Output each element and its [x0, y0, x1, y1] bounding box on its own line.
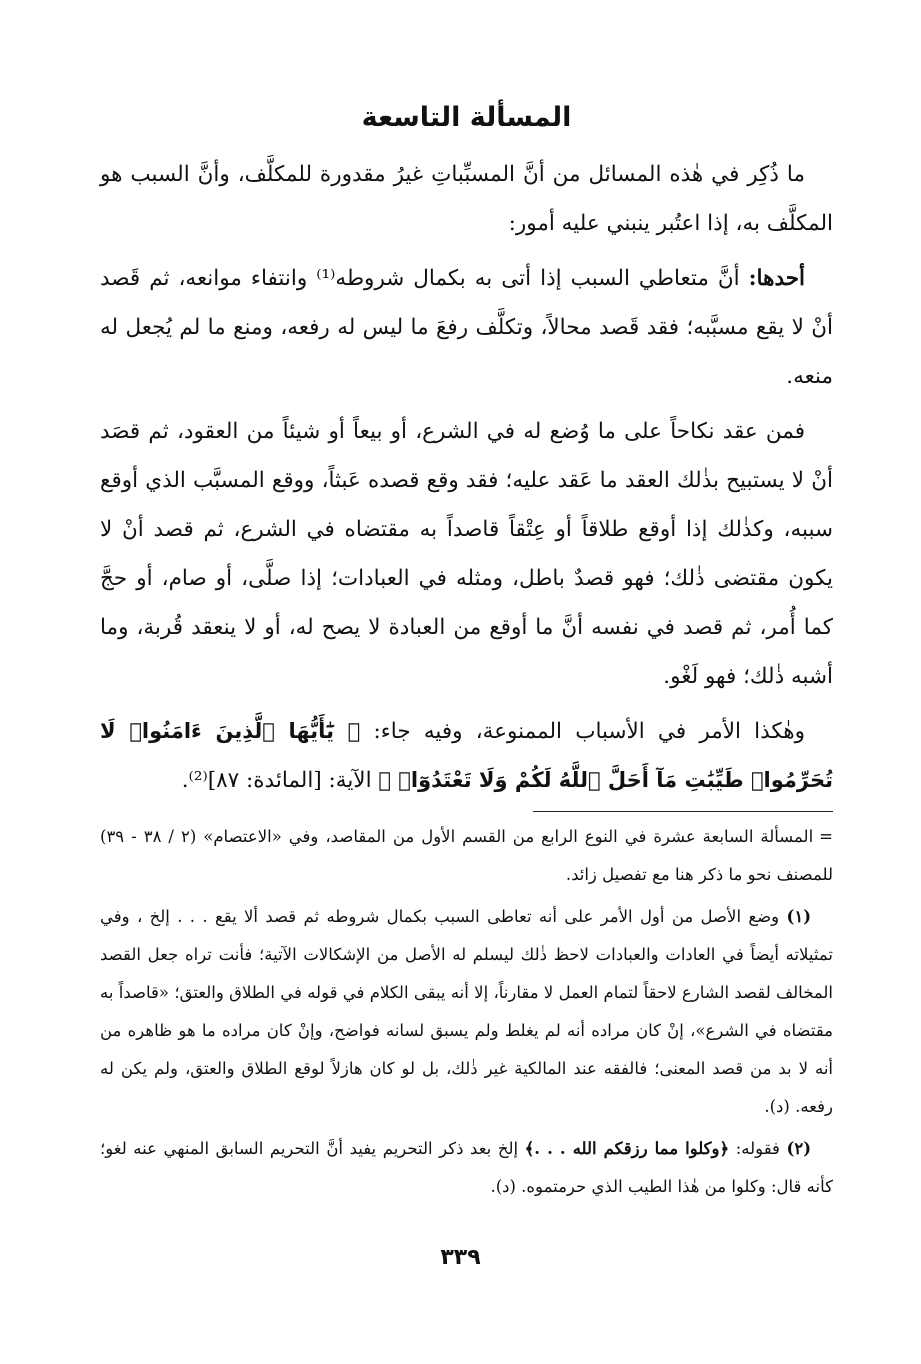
- paragraph-2-lead: أحدها:: [748, 266, 805, 291]
- footnotes: [100, 818, 833, 1206]
- footnote-1-text: وضع الأصل من أول الأمر على أنه تعاطى السبب بكمال شروطه ثم قصد ألا يقع . . . إلخ ، وفي تمثيلاته أيضاً في العادات والعبادات لاحظ ذٰلك ليسلم له الأصل من الإشكالات الآتية؛ فأنت تراه جعل القصد المخالف لقصد الشارع لاحقاً لتمام العمل لا مقارناً، إلا أنه يبقى الكلام في قوله في الطلاق والعتق؛ «قاصداً به مقتضاه في الشرع»، إنْ كان مراده أنه لم يغلط ولم يسبق لسانه فواضح، وإنْ كان مراده ما هو ظاهره من أنه لا بد من قصد المعنى؛ فالفقه عند المالكية غير ذٰلك، بل لو كان هازلاً لوقع الطلاق والعتق، ولم يكن له رفعه. (د).: [100, 907, 833, 1116]
- paragraph-3: فمن عقد نكاحاً على ما وُضع له في الشرع، أو بيعاً أو شيئاً من العقود، ثم قصَد أنْ لا يستبيح بذٰلك العقد ما عَقد عليه؛ فقد وقع قصده عَبثاً، ووقع المسبَّب الذي أوقع سببه، وكذٰلك إذا أوقع طلاقاً أو عِتْقاً قاصداً به مقتضاه في الشرع، ثم قصد أنْ لا يكون مقتضى ذٰلك؛ فهو قصدٌ باطل، ومثله في العبادات؛ إذا صلَّى، أو صام، أو حجَّ كما أُمر، ثم قصد في نفسه أنَّ ما أوقع من العبادة لا يصح له، أو لا ينعقد قُربة، وما أشبه ذٰلك؛ فهو لَغْو.: [100, 419, 833, 689]
- paragraph-1: ما ذُكِر في هٰذه المسائل من أنَّ المسبِّباتِ غيرُ مقدورة للمكلَّف، وأنَّ السبب هو المكلَّف به، إذا اعتُبر ينبني عليه أمور:: [100, 162, 833, 236]
- continuation-mark: =: [819, 827, 833, 846]
- paragraph-2: [100, 254, 833, 401]
- page-number: ٣٣٩: [440, 1245, 481, 1270]
- footnote-2-intro: فقوله:: [735, 1139, 780, 1158]
- footnote-continuation: [100, 818, 833, 894]
- footnote-2-quote: ﴿وكلوا مما رزقكم الله . . .﴾: [524, 1139, 730, 1158]
- footnote-2-number: (٢): [786, 1139, 811, 1158]
- paragraph-2-text: أنَّ متعاطي السبب إذا أتى به بكمال شروطه⁽¹⁾ وانتفاء موانعه، ثم قَصد أنْ لا يقع مسبَّبه؛ فقد قَصد محالاً، وتكلَّف رفعَ ما ليس له رفعه، ومنع ما لم يُجعل له منعه.: [100, 266, 833, 389]
- quran-verse: ﴿ يَٰٓأَيُّهَا ٱلَّذِينَ ءَامَنُوا۟ لَا تُحَرِّمُوا۟ طَيِّبَٰتِ مَآ أَحَلَّ ٱللَّهُ لَكُمْ وَلَا تَعْتَدُوٓا۟ ﴾: [100, 719, 833, 792]
- footnote-1-number: (١): [786, 907, 811, 926]
- verse-reference: الآية: [المائدة: ٨٧]⁽²⁾.: [181, 768, 372, 793]
- page-body: [100, 96, 833, 1210]
- footnote-1: [100, 898, 833, 1126]
- footnote-divider: [533, 811, 833, 812]
- page-title: المسألة التاسعة: [361, 102, 572, 133]
- footnote-2: [100, 1130, 833, 1206]
- footnote-2-text: إلخ بعد ذكر التحريم يفيد أنَّ التحريم السابق المنهي عنه لغو؛ كأنه قال: وكلوا من هٰذا الطيب الذي حرمتموه. (د).: [100, 1139, 833, 1196]
- main-text: [100, 150, 833, 805]
- footnote-continuation-text: المسألة السابعة عشرة في النوع الرابع من القسم الأول من المقاصد، وفي «الاعتصام» (٢ / ٣٨ - ٣٩) للمصنف نحو ما ذكر هنا مع تفصيل زائد.: [100, 827, 833, 884]
- paragraph-4-intro: وهٰكذا الأمر في الأسباب الممنوعة، وفيه جاء:: [373, 719, 806, 744]
- paragraph-4: [100, 707, 833, 805]
